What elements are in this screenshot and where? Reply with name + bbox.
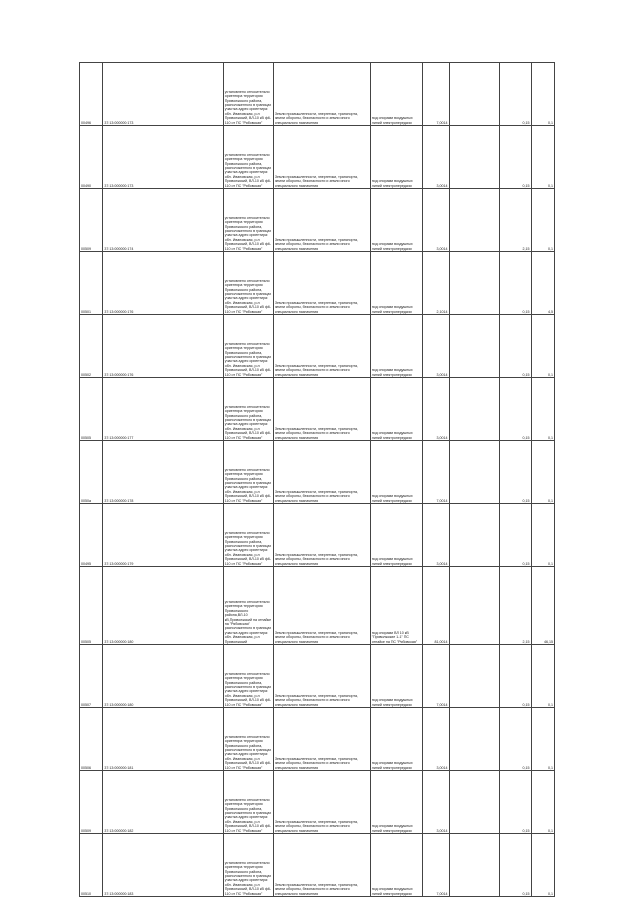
row-number: 00502 (80, 315, 103, 378)
land-category: Земли промышленности, энергетики, транспорта, земли обороны, безопасности и земли иного специального назначения (273, 252, 370, 315)
value-2: 4,5 (531, 252, 555, 315)
value-2: 0,1 (531, 189, 555, 252)
land-category: Земли промышленности, энергетики, транспорта, земли обороны, безопасности и земли иного специального назначения (273, 567, 370, 645)
value-1: 2,15 (499, 189, 531, 252)
value-1: 0,15 (499, 708, 531, 771)
row-number: 00505 (80, 378, 103, 441)
permitted-use: под опорами воздушных линий электропередачи (370, 63, 422, 126)
cadastral-number: 37:13:000000:176 (103, 315, 223, 378)
location-description: установлено относительно ориентира территория Приволжского района,ВЛ-10 кВ,Приволжский на отпайке на "Рябовская" расположенного в границах участка адрес ориентира: обл. Ивановская, р-н Приволжский (223, 567, 273, 645)
location-description: установлено относительно ориентира территория Приволжского района, расположенного в границах участка адрес ориентира: обл. Ивановская, р-н Приволжский, ВЛ-10 кВ ф6-110 от ПС "Рябовская" (223, 771, 273, 834)
value-1: 0,15 (499, 252, 531, 315)
empty-cell (449, 189, 499, 252)
land-category: Земли промышленности, энергетики, транспорта, земли обороны, безопасности и земли иного специального назначения (273, 189, 370, 252)
land-category: Земли промышленности, энергетики, транспорта, земли обороны, безопасности и земли иного специального назначения (273, 645, 370, 708)
empty-cell (449, 378, 499, 441)
permitted-use: под опорами воздушных линий электропередачи (370, 189, 422, 252)
area-value: 7,0014 (422, 834, 449, 897)
row-number: 00506 (80, 708, 103, 771)
value-2: 0,1 (531, 771, 555, 834)
row-number: 00509 (80, 189, 103, 252)
empty-cell (449, 252, 499, 315)
area-value: 3,0014 (422, 189, 449, 252)
land-category: Земли промышленности, энергетики, транспорта, земли обороны, безопасности и земли иного специального назначения (273, 441, 370, 504)
cadastral-number: 37:13:000000:176 (103, 252, 223, 315)
permitted-use: под опорами ВЛ 10 кВ "Приволжские 1-1" ПС отпайке на ПС "Рябовская" (370, 567, 422, 645)
value-1: 0,15 (499, 834, 531, 897)
empty-cell (449, 708, 499, 771)
permitted-use: под опорами воздушных линий электропередачи (370, 441, 422, 504)
value-2: 0,1 (531, 63, 555, 126)
cadastral-number: 37:13:000000:174 (103, 189, 223, 252)
location-description: установлено относительно ориентира территория Приволжского района, расположенного в границах участка адрес ориентира: обл. Ивановская, р-н Приволжский, ВЛ-10 кВ ф6-110 от ПС "Рябовская" (223, 378, 273, 441)
cadastral-number: 37:13:000000:173 (103, 63, 223, 126)
area-value: 3,0014 (422, 126, 449, 189)
land-category: Земли промышленности, энергетики, транспорта, земли обороны, безопасности и земли иного специального назначения (273, 504, 370, 567)
cadastral-number: 37:13:000000:180 (103, 567, 223, 645)
value-2: 0,1 (531, 441, 555, 504)
empty-cell (449, 441, 499, 504)
location-description: установлено относительно ориентира территория Приволжского района, расположенного в границах участка адрес ориентира: обл. Ивановская, р-н Приволжский, ВЛ-10 кВ ф6-110 от ПС "Рябовская" (223, 834, 273, 897)
value-2: 0,1 (531, 834, 555, 897)
value-2: 46,15 (531, 567, 555, 645)
area-value: 3,0014 (422, 378, 449, 441)
cadastral-number: 37:13:000000:173 (103, 126, 223, 189)
area-value: 7,0014 (422, 63, 449, 126)
value-1: 0,15 (499, 771, 531, 834)
value-2: 0,1 (531, 504, 555, 567)
table-row (80, 126, 555, 189)
land-category: Земли промышленности, энергетики, транспорта, земли обороны, безопасности и земли иного специального назначения (273, 378, 370, 441)
value-1: 0,15 (499, 504, 531, 567)
table-row (80, 189, 555, 252)
value-2: 0,1 (531, 126, 555, 189)
area-value: 81,0014 (422, 567, 449, 645)
location-description: установлено относительно ориентира территория Приволжского района, расположенного в границах участка адрес ориентира: обл. Ивановская, р-н Приволжский, ВЛ-10 кВ ф6-110 от ПС "Рябовская" (223, 645, 273, 708)
table-row (80, 834, 555, 897)
location-description: установлено относительно ориентира территория Приволжского района, расположенного в границах участка адрес ориентира: обл. Ивановская, р-н Приволжский, ВЛ-10 кВ ф6-110 от ПС "Рябовская" (223, 708, 273, 771)
cadastral-number: 37:13:000000:177 (103, 378, 223, 441)
land-category: Земли промышленности, энергетики, транспорта, земли обороны, безопасности и земли иного специального назначения (273, 126, 370, 189)
value-1: 0,15 (499, 441, 531, 504)
table-row (80, 504, 555, 567)
area-value: 7,0014 (422, 441, 449, 504)
table-row (80, 771, 555, 834)
row-number: 0050a (80, 441, 103, 504)
value-2: 0,1 (531, 378, 555, 441)
land-category: Земли промышленности, энергетики, транспорта, земли обороны, безопасности и земли иного специального назначения (273, 708, 370, 771)
cadastral-number: 37:13:000000:183 (103, 834, 223, 897)
table-row (80, 441, 555, 504)
cadastral-number: 37:13:000000:179 (103, 504, 223, 567)
row-number: 00507 (80, 645, 103, 708)
cadastral-number: 37:13:000000:178 (103, 441, 223, 504)
location-description: установлено относительно ориентира территория Приволжского района, расположенного в границах участка адрес ориентира: обл. Ивановская, р-н Приволжский, ВЛ-10 кВ ф6-110 от ПС "Рябовская" (223, 252, 273, 315)
area-value: 3,0014 (422, 504, 449, 567)
area-value: 7,0014 (422, 645, 449, 708)
value-1: 0,15 (499, 378, 531, 441)
empty-cell (449, 504, 499, 567)
value-2: 0,1 (531, 315, 555, 378)
area-value: 2,1014 (422, 252, 449, 315)
row-number: 00509 (80, 771, 103, 834)
permitted-use: под опорами воздушных линий электропередачи (370, 378, 422, 441)
cadastral-number: 37:13:000000:181 (103, 708, 223, 771)
row-number: 00501 (80, 252, 103, 315)
empty-cell (449, 567, 499, 645)
permitted-use: под опорами воздушных линий электропередачи (370, 771, 422, 834)
table-row (80, 378, 555, 441)
permitted-use: под опорами воздушных линий электропередачи (370, 315, 422, 378)
table-row (80, 708, 555, 771)
value-1: 2,15 (499, 567, 531, 645)
land-plots-table (79, 62, 555, 897)
value-2: 0,1 (531, 708, 555, 771)
permitted-use: под опорами воздушных линий электропередачи (370, 126, 422, 189)
location-description: установлено относительно ориентира территория Приволжского района, расположенного в границах участка адрес ориентира: обл. Ивановская, р-н Приволжский, ВЛ-10 кВ ф6-110 от ПС "Рябовская" (223, 189, 273, 252)
land-category: Земли промышленности, энергетики, транспорта, земли обороны, безопасности и земли иного специального назначения (273, 834, 370, 897)
row-number: 00490 (80, 126, 103, 189)
empty-cell (449, 645, 499, 708)
table-row (80, 567, 555, 645)
value-2: 0,1 (531, 645, 555, 708)
value-1: 0,15 (499, 63, 531, 126)
permitted-use: под опорами воздушных линий электропередачи (370, 645, 422, 708)
location-description: установлено относительно ориентира территория Приволжского района, расположенного в границах участка адрес ориентира: обл. Ивановская, р-н Приволжский, ВЛ-10 кВ ф6-110 от ПС "Рябовская" (223, 504, 273, 567)
table-row (80, 315, 555, 378)
row-number: 00510 (80, 834, 103, 897)
location-description: установлено относительно ориентира территория Приволжского района, расположенного в границах участка адрес ориентира: обл. Ивановская, р-н Приволжский, ВЛ-10 кВ ф6-110 от ПС "Рябовская" (223, 63, 273, 126)
value-1: 0,15 (499, 645, 531, 708)
location-description: установлено относительно ориентира территория Приволжского района, расположенного в границах участка адрес ориентира: обл. Ивановская, р-н Приволжский, ВЛ-10 кВ ф6-110 от ПС "Рябовская" (223, 126, 273, 189)
cadastral-number: 37:13:000000:182 (103, 771, 223, 834)
empty-cell (449, 771, 499, 834)
cadastral-number: 37:13:000000:180 (103, 645, 223, 708)
row-number: 00495 (80, 504, 103, 567)
area-value: 3,0014 (422, 771, 449, 834)
area-value: 3,0014 (422, 315, 449, 378)
location-description: установлено относительно ориентира территория Приволжского района, расположенного в границах участка адрес ориентира: обл. Ивановская, р-н Приволжский, ВЛ-10 кВ ф6-110 от ПС "Рябовская" (223, 315, 273, 378)
empty-cell (449, 315, 499, 378)
value-1: 0,15 (499, 315, 531, 378)
table-row (80, 645, 555, 708)
land-category: Земли промышленности, энергетики, транспорта, земли обороны, безопасности и земли иного специального назначения (273, 315, 370, 378)
permitted-use: под опорами воздушных линий электропередачи (370, 708, 422, 771)
permitted-use: под опорами воздушных линий электропередачи (370, 504, 422, 567)
land-category: Земли промышленности, энергетики, транспорта, земли обороны, безопасности и земли иного специального назначения (273, 63, 370, 126)
value-1: 0,15 (499, 126, 531, 189)
row-number: 00496 (80, 63, 103, 126)
land-category: Земли промышленности, энергетики, транспорта, земли обороны, безопасности и земли иного специального назначения (273, 771, 370, 834)
table-body (80, 63, 555, 897)
table-row (80, 63, 555, 126)
location-description: установлено относительно ориентира территория Приволжского района, расположенного в границах участка адрес ориентира: обл. Ивановская, р-н Приволжский, ВЛ-10 кВ ф6-110 от ПС "Рябовская" (223, 441, 273, 504)
empty-cell (449, 63, 499, 126)
table-row (80, 252, 555, 315)
empty-cell (449, 834, 499, 897)
permitted-use: под опорами воздушных линий электропередачи (370, 252, 422, 315)
row-number: 00505 (80, 567, 103, 645)
area-value: 3,0014 (422, 708, 449, 771)
permitted-use: под опорами воздушных линий электропередачи (370, 834, 422, 897)
empty-cell (449, 126, 499, 189)
